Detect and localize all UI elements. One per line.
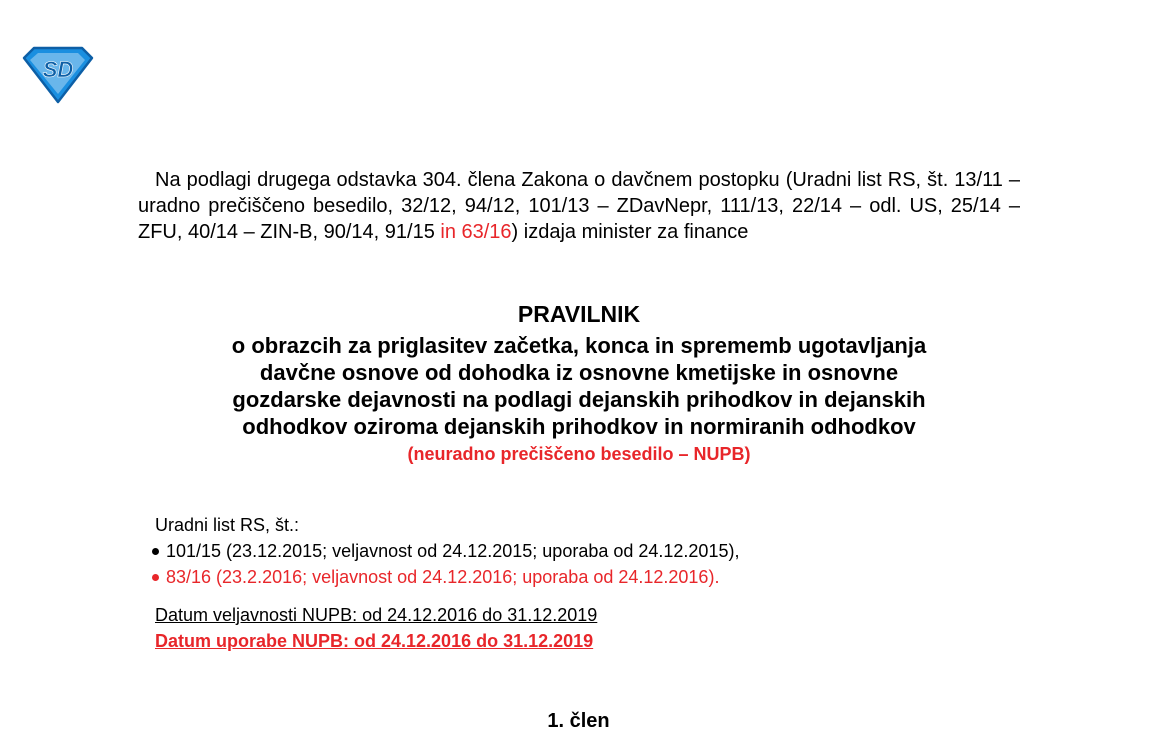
list-item xyxy=(150,564,739,590)
regulation-title xyxy=(100,300,1058,468)
gazette-entry: 101/15 (23.12.2015; veljavnost od 24.12.2015; uporaba od 24.12.2015), xyxy=(166,541,740,561)
title-sub-line: o obrazcih za priglasitev začetka, konca in sprememb ugotavljanja xyxy=(231,333,927,358)
title-nupb: (neuradno prečiščeno besedilo – NUPB) xyxy=(407,444,751,464)
bullet-icon xyxy=(152,548,159,555)
intro-text-end: ) izdaja minister za finance xyxy=(511,221,749,243)
intro-amendment-reference: in 63/16 xyxy=(440,221,512,243)
logo-icon xyxy=(20,44,96,104)
bullet-icon xyxy=(152,574,159,581)
gazette-list xyxy=(150,538,739,590)
title-main: PRAVILNIK xyxy=(517,301,641,327)
validity-date: Datum veljavnosti NUPB: od 24.12.2016 do 31.12.2019 xyxy=(155,605,598,625)
gazette-label: Uradni list RS, št.: xyxy=(155,515,300,535)
article-heading: 1. člen xyxy=(547,710,610,732)
list-item xyxy=(150,538,739,564)
intro-paragraph xyxy=(138,167,1020,245)
intro-text: Na podlagi drugega odstavka 304. člena Zakona o davčnem postopku (Uradni list RS, št. 13/11 – uradno prečiščeno besedilo, 32/12, 94/12, 101/13 – ZDavNepr, 111/13, 22/14 – odl. US, 25/14 – ZFU, 40/14 – ZIN-B, 90/14, 91/15 xyxy=(138,169,1020,243)
title-sub-line: gozdarske dejavnosti na podlagi dejanskih prihodkov in dejanskih xyxy=(232,387,926,412)
logo-text: SD xyxy=(42,57,74,82)
title-sub-line: odhodkov oziroma dejanskih prihodkov in normiranih odhodkov xyxy=(242,414,916,439)
title-sub-line: davčne osnove od dohodka iz osnovne kmetijske in osnovne xyxy=(259,360,899,385)
gazette-entry: 83/16 (23.2.2016; veljavnost od 24.12.2016; uporaba od 24.12.2016). xyxy=(166,567,720,587)
usage-date: Datum uporabe NUPB: od 24.12.2016 do 31.12.2019 xyxy=(155,631,594,651)
logo xyxy=(20,44,96,104)
